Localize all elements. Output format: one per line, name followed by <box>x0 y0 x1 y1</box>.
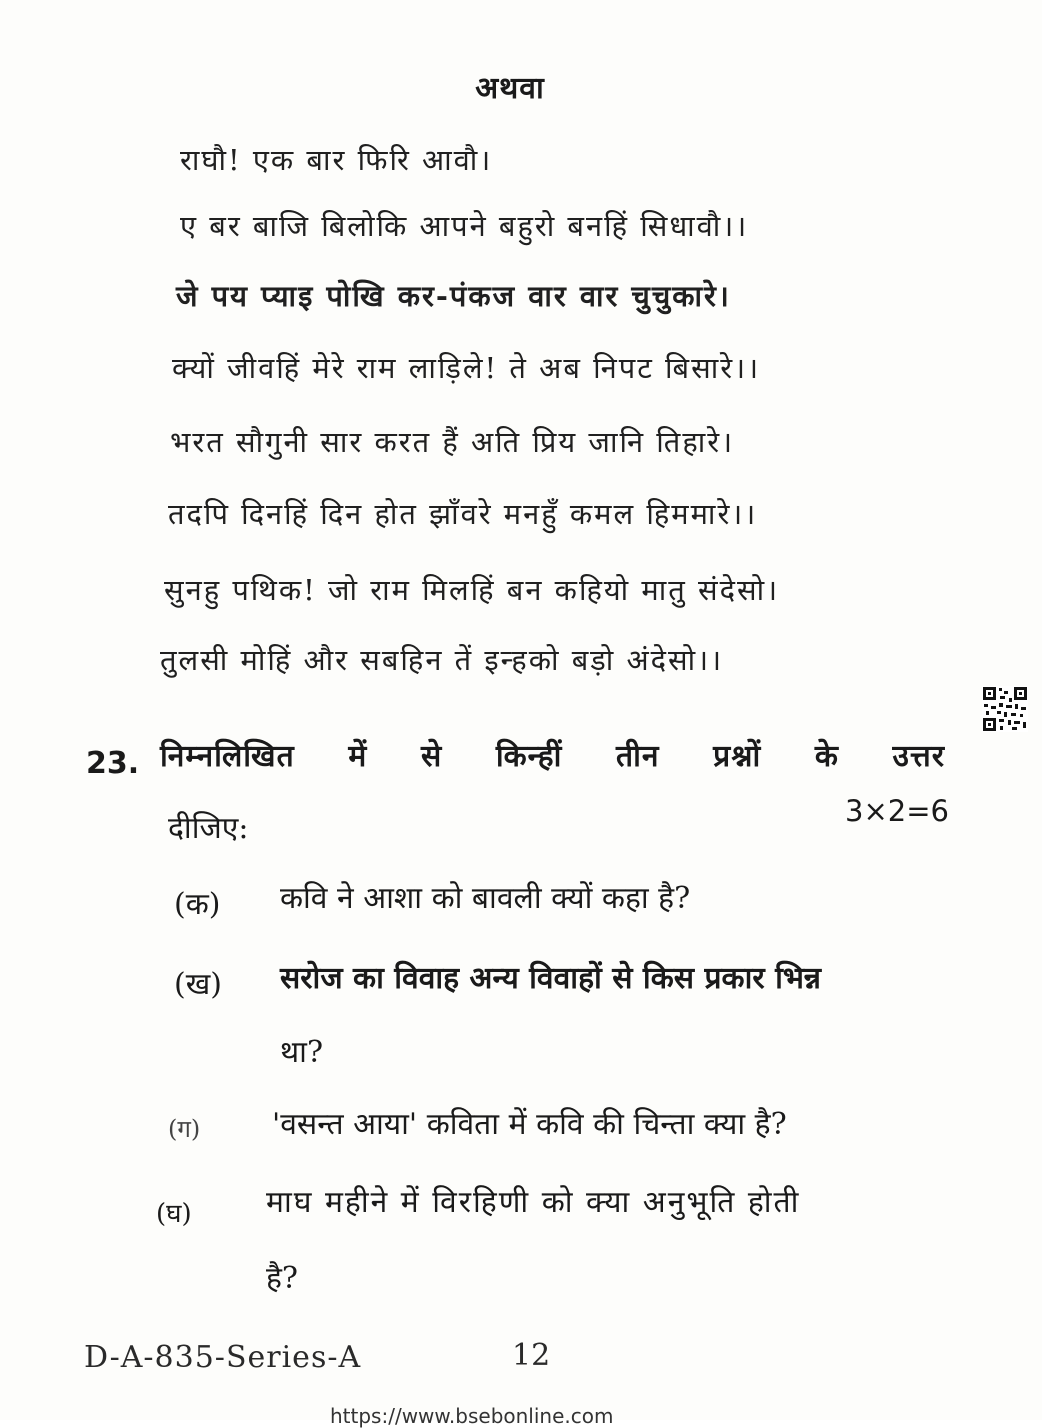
poem-line-5: भरत सौगुनी सार करत हैं अति प्रिय जानि तिहारे। <box>170 425 735 459</box>
sub-question-label: (घ) <box>156 1199 192 1229</box>
question-marks: 3×2=6 <box>845 794 949 828</box>
question-instruction: निम्नलिखित में से किन्हीं तीन प्रश्नों के उत्तर <box>160 739 945 774</box>
poem-line-1: राघौ! एक बार फिरि आवौ। <box>180 143 493 177</box>
poem-line-8: तुलसी मोहिं और सबहिन तें इन्हको बड़ो अंदेसो।। <box>160 643 724 677</box>
paper-code: D-A-835-Series-A <box>84 1340 362 1375</box>
poem-line-7: सुनहु पथिक! जो राम मिलहिं बन कहियो मातु संदेसो। <box>164 573 780 607</box>
sub-question-label: (ख) <box>174 967 222 1002</box>
section-heading: अथवा <box>475 71 545 106</box>
poem-line-4: क्यों जीवहिं मेरे राम लाड़िले! ते अब निपट बिसारे।। <box>172 351 761 385</box>
sub-question-text-continued: था? <box>280 1035 324 1070</box>
sub-question-text: माघ महीने में विरहिणी को क्या अनुभूति होती <box>266 1185 801 1220</box>
sub-question-label: (क) <box>174 887 221 922</box>
source-url[interactable]: https://www.bsebonline.com <box>330 1404 614 1428</box>
poem-line-6: तदपि दिनहिं दिन होत झाँवरे मनहुँ कमल हिममारे।। <box>168 497 758 531</box>
poem-line-3: जे पय प्याइ पोखि कर-पंकज वार वार चुचुकारे। <box>176 279 731 313</box>
qr-code-icon <box>982 686 1028 732</box>
poem-line-2: ए बर बाजि बिलोकि आपने बहुरो बनहिं सिधावौ।। <box>180 209 749 243</box>
sub-question-label: (ग) <box>168 1115 201 1143</box>
sub-question-text-continued: है? <box>266 1261 299 1296</box>
page-number: 12 <box>512 1338 551 1373</box>
question-number: 23. <box>86 746 140 781</box>
sub-question-text: 'वसन्त आया' कविता में कवि की चिन्ता क्या है? <box>272 1107 787 1142</box>
sub-question-text: कवि ने आशा को बावली क्यों कहा है? <box>280 881 691 916</box>
question-instruction-continued: दीजिए: <box>168 811 249 846</box>
sub-question-text: सरोज का विवाह अन्य विवाहों से किस प्रकार भिन्न <box>280 961 822 996</box>
